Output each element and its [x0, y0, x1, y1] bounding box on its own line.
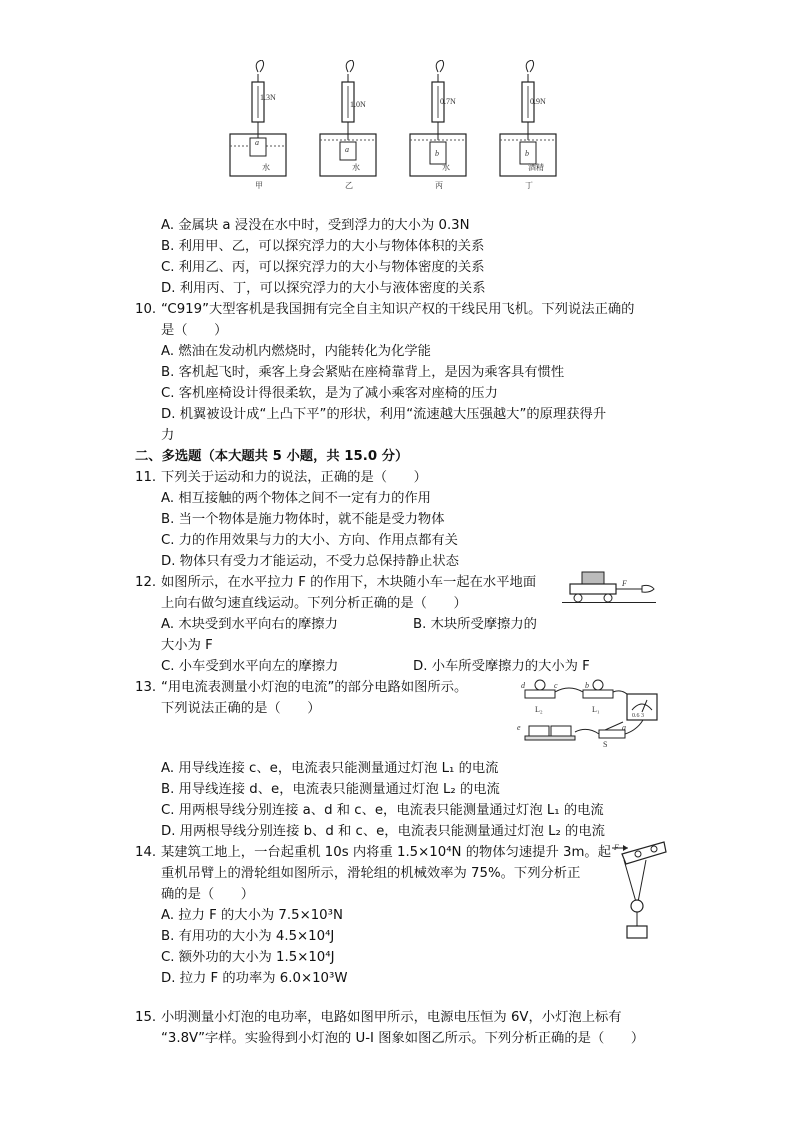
q11-number: 11. — [135, 470, 157, 485]
reading-jia: 1.3N — [260, 93, 276, 102]
tag-ding: 丁 — [525, 181, 533, 190]
reading-yi: 1.0N — [350, 100, 366, 109]
q10-option-d: D. 机翼被设计成“上凸下平”的形状，利用“流速越大压强越大”的原理获得升 — [161, 407, 607, 422]
liquid-ding: 酒精 — [528, 163, 544, 172]
q13-stem: “用电流表测量小灯泡的电流”的部分电路如图所示。 — [161, 680, 468, 695]
q12-option-b: B. 木块所受摩擦力的 — [413, 617, 537, 632]
q14-option-b: B. 有用功的大小为 4.5×10⁴J — [161, 929, 335, 944]
liquid-yi: 水 — [352, 163, 360, 172]
q12-number: 12. — [135, 575, 157, 590]
q9-option-c: C. 利用乙、丙，可以探究浮力的大小与物体密度的关系 — [161, 260, 485, 275]
q14-stem-cont: 重机吊臂上的滑轮组如图所示，滑轮组的机械效率为 75%。下列分析正 — [161, 866, 581, 881]
cart-figure — [560, 568, 660, 608]
q12-option-b-cont: 大小为 F — [161, 638, 213, 653]
cart-force-label: F — [622, 579, 627, 588]
reading-ding: 0.9N — [530, 97, 546, 106]
q12-option-c: C. 小车受到水平向左的摩擦力 — [161, 659, 339, 674]
q14-stem: 某建筑工地上，一台起重机 10s 内将重 1.5×10⁴N 的物体匀速提升 3m。起 — [161, 845, 612, 860]
q13-option-b: B. 用导线连接 d、e，电流表只能测量通过灯泡 L₂ 的电流 — [161, 782, 500, 797]
circuit-label-l1: L₁ — [592, 705, 600, 714]
q15-stem-cont: “3.8V”字样。实验得到小灯泡的 U-I 图象如图乙所示。下列分析正确的是（ ） — [161, 1031, 645, 1046]
block-bing: b — [435, 149, 439, 158]
circuit-label-b: b — [585, 681, 589, 690]
liquid-jia: 水 — [262, 163, 270, 172]
circuit-label-d: d — [521, 681, 525, 690]
q15-number: 15. — [135, 1010, 157, 1025]
block-yi: a — [345, 145, 349, 154]
q15-stem: 小明测量小灯泡的电功率，电路如图甲所示，电源电压恒为 6V，小灯泡上标有 — [161, 1010, 622, 1025]
q12-option-a: A. 木块受到水平向右的摩擦力 — [161, 617, 338, 632]
tag-bing: 丙 — [435, 181, 443, 190]
q10-stem-cont: 是（ ） — [161, 323, 228, 338]
block-jia: a — [255, 138, 259, 147]
q10-option-c: C. 客机座椅设计得很柔软，是为了减小乘客对座椅的压力 — [161, 386, 498, 401]
scale-jia — [230, 60, 286, 176]
q11-stem: 下列关于运动和力的说法，正确的是（ ） — [161, 470, 427, 485]
q13-stem-cont: 下列说法正确的是（ ） — [161, 701, 321, 716]
section-title: 二、多选题（本大题共 5 小题，共 15.0 分） — [135, 449, 409, 464]
q10-option-a: A. 燃油在发动机内燃烧时，内能转化为化学能 — [161, 344, 431, 359]
circuit-label-l2: L₂ — [535, 705, 543, 714]
liquid-bing: 水 — [442, 163, 450, 172]
buoyancy-figure — [220, 60, 590, 200]
ammeter-scale: 0.6 3 — [632, 713, 644, 719]
circuit-label-s: S — [603, 740, 608, 749]
q13-option-a: A. 用导线连接 c、e，电流表只能测量通过灯泡 L₁ 的电流 — [161, 761, 499, 776]
q13-number: 13. — [135, 680, 157, 695]
q10-stem: “C919”大型客机是我国拥有完全自主知识产权的干线民用飞机。下列说法正确的 — [161, 302, 635, 317]
q13-option-c: C. 用两根导线分别连接 a、d 和 c、e，电流表只能测量通过灯泡 L₁ 的电流 — [161, 803, 604, 818]
q13-option-d: D. 用两根导线分别连接 b、d 和 c、e，电流表只能测量通过灯泡 L₂ 的电流 — [161, 824, 605, 839]
q12-stem: 如图所示，在水平拉力 F 的作用下，木块随小车一起在水平地面 — [161, 575, 537, 590]
q12-stem-cont: 上向右做匀速直线运动。下列分析正确的是（ ） — [161, 596, 467, 611]
q10-option-b: B. 客机起飞时，乘客上身会紧贴在座椅靠背上，是因为乘客具有惯性 — [161, 365, 565, 380]
crane-force-label: F — [614, 843, 619, 852]
q9-option-d: D. 利用丙、丁，可以探究浮力的大小与液体密度的关系 — [161, 281, 486, 296]
tag-jia: 甲 — [255, 181, 263, 190]
tag-yi: 乙 — [345, 181, 353, 190]
q9-option-b: B. 利用甲、乙，可以探究浮力的大小与物体体积的关系 — [161, 239, 485, 254]
reading-bing: 0.7N — [440, 97, 456, 106]
crane-pulley-figure — [610, 840, 670, 944]
circuit-label-c: c — [554, 681, 558, 690]
q10-number: 10. — [135, 302, 157, 317]
block-ding: b — [525, 149, 529, 158]
q14-number: 14. — [135, 845, 157, 860]
q12-option-d: D. 小车所受摩擦力的大小为 F — [413, 659, 590, 674]
q11-option-c: C. 力的作用效果与力的大小、方向、作用点都有关 — [161, 533, 458, 548]
q9-option-a: A. 金属块 a 浸没在水中时，受到浮力的大小为 0.3N — [161, 218, 470, 233]
circuit-label-a: a — [622, 723, 626, 732]
q11-option-b: B. 当一个物体是施力物体时，就不能是受力物体 — [161, 512, 445, 527]
circuit-label-e: e — [517, 723, 521, 732]
q11-option-d: D. 物体只有受力才能运动，不受力总保持静止状态 — [161, 554, 459, 569]
q10-option-d-cont: 力 — [161, 428, 175, 443]
q14-stem-cont2: 确的是（ ） — [161, 887, 255, 902]
q14-option-c: C. 额外功的大小为 1.5×10⁴J — [161, 950, 335, 965]
q14-option-a: A. 拉力 F 的大小为 7.5×10³N — [161, 908, 343, 923]
q11-option-a: A. 相互接触的两个物体之间不一定有力的作用 — [161, 491, 431, 506]
q14-option-d: D. 拉力 F 的功率为 6.0×10³W — [161, 971, 348, 986]
